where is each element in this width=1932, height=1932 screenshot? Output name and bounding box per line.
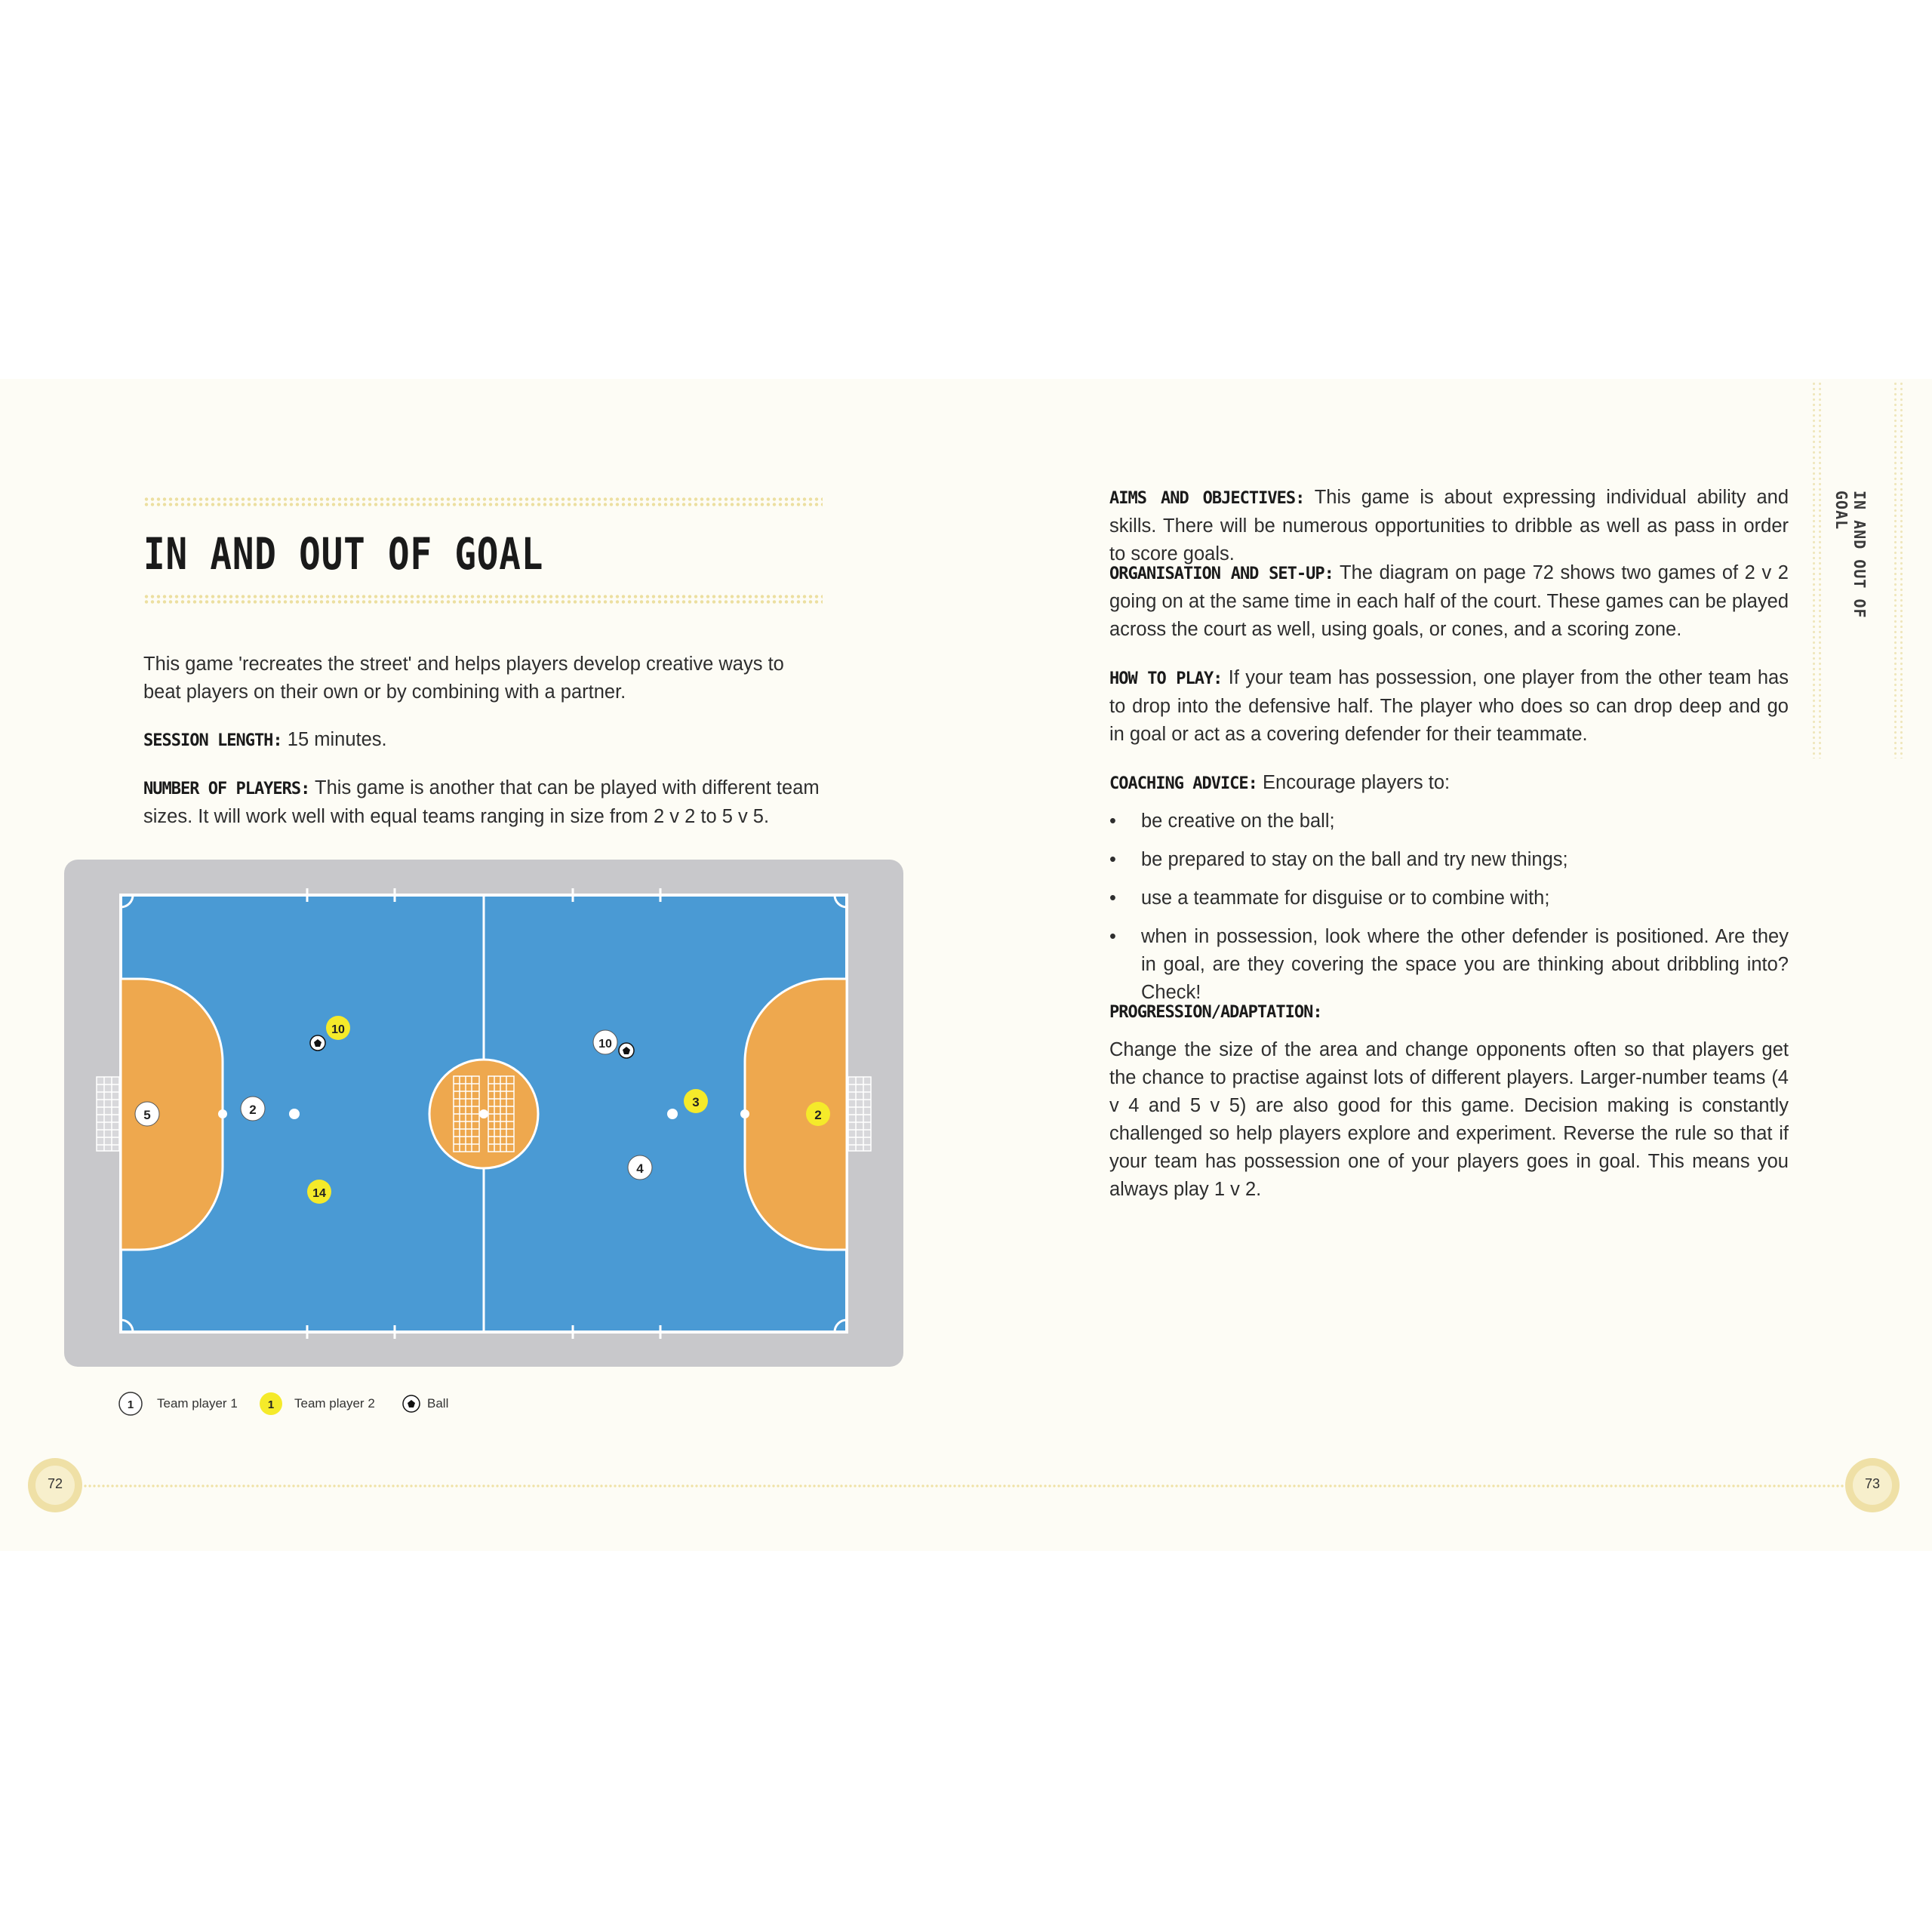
progression-paragraph [1109, 1036, 1789, 1204]
title-dotted-rule-top [143, 497, 823, 507]
running-title: IN AND OUT OF GOAL [1832, 491, 1869, 619]
team1-symbol-icon [118, 1391, 143, 1417]
player-team2-left [326, 1016, 350, 1040]
coaching-text: Encourage players to: [1263, 772, 1451, 793]
player-team1-left [241, 1097, 265, 1121]
page-number: 72 [47, 1476, 63, 1491]
coaching-advice [1109, 769, 1789, 798]
intro-paragraph [143, 651, 826, 706]
legend-team2-label: Team player 2 [294, 1396, 375, 1411]
coaching-label: COACHING ADVICE: [1109, 774, 1257, 793]
penalty-spot-right [740, 1109, 749, 1118]
progression-label: PROGRESSION/ADAPTATION: [1109, 1003, 1322, 1022]
bullet-text: be creative on the ball; [1141, 811, 1335, 832]
bullet-icon: • [1109, 888, 1116, 909]
aims-label: AIMS AND OBJECTIVES: [1109, 489, 1305, 508]
session-length-label: SESSION LENGTH: [143, 731, 282, 750]
bullet-text: when in possession, look where the other defender is positioned. Are they in goal, are they covering the space you are thinking about dribbling into? Check! [1141, 926, 1789, 1003]
bullet-icon: • [1109, 926, 1116, 947]
page-number-badge-right [1844, 1457, 1901, 1514]
aims-text: This game is about expressing individual ability and skills. There will be numerous opportunities to dribble as well as pass in order to score goals. [1109, 487, 1789, 565]
organisation-text: The diagram on page 72 shows two games of 2 v 2 going on at the same time in each half of the court. These games can be played across the court as well, using goals, or cones, and a scoring zone. [1109, 562, 1789, 640]
legend-team1-label: Team player 1 [157, 1396, 238, 1411]
progression-heading [1109, 998, 1789, 1026]
side-dotted-rule [1894, 381, 1897, 758]
how-text: If your team has possession, one player from the other team has to drop into the defensive half. The player who does so can drop deep and go in goal or act as a covering defender for their teammate. [1109, 667, 1789, 745]
title-dotted-rule-bottom [143, 594, 823, 605]
centre-spot [479, 1109, 488, 1118]
bullet-icon: • [1109, 849, 1116, 870]
svg-text:3: 3 [692, 1095, 700, 1109]
svg-text:1: 1 [127, 1398, 134, 1411]
bullet-icon: • [1109, 811, 1116, 832]
ball-icon [310, 1035, 325, 1051]
penalty-area-right [745, 979, 847, 1250]
progression-text: Change the size of the area and change opponents often so that players get the chance to practise against lots of different players. Larger-number teams (4 v 4 and 5 v 5) are also good for this game. Decision making is constantly challenged so help players explore and experiment. Reverse the rule so that if your team has possession one of your players goes in goal. This means you always play 1 v 2. [1109, 1039, 1789, 1200]
svg-text:2: 2 [249, 1103, 257, 1117]
side-dotted-rule [1900, 381, 1903, 758]
how-to-play [1109, 664, 1789, 749]
session-length [143, 726, 826, 755]
bullet-text: be prepared to stay on the ball and try new things; [1141, 849, 1568, 870]
penalty-spot-left [218, 1109, 227, 1118]
ball-icon [619, 1043, 634, 1058]
bullet-text: use a teammate for disguise or to combine with; [1141, 888, 1550, 909]
player-team2-right [684, 1089, 708, 1113]
page-title: IN AND OUT OF GOAL [143, 528, 544, 580]
ball-icon [401, 1394, 421, 1414]
intro-text: This game 'recreates the street' and helps players develop creative ways to beat players on their own or by combining with a partner. [143, 654, 784, 703]
futsal-court-diagram [64, 860, 903, 1367]
side-dotted-rule [1819, 381, 1821, 758]
list-item [1109, 808, 1789, 835]
svg-text:14: 14 [312, 1187, 326, 1200]
svg-text:4: 4 [636, 1161, 644, 1176]
session-length-text: 15 minutes. [287, 729, 387, 750]
player-team2-left [307, 1180, 331, 1204]
goal-left [97, 1077, 119, 1151]
list-item [1109, 923, 1789, 1007]
how-label: HOW TO PLAY: [1109, 669, 1223, 688]
team2-symbol-icon [258, 1391, 284, 1417]
aims-objectives [1109, 484, 1789, 568]
page-number: 73 [1864, 1476, 1881, 1491]
footer-dotted-rule [83, 1484, 1849, 1487]
organisation-setup [1109, 559, 1789, 644]
player-team1-right [593, 1030, 617, 1054]
svg-text:5: 5 [143, 1108, 151, 1122]
svg-text:10: 10 [598, 1038, 612, 1051]
number-of-players-label: NUMBER OF PLAYERS: [143, 780, 310, 798]
svg-text:10: 10 [331, 1023, 345, 1036]
svg-text:1: 1 [267, 1398, 275, 1411]
legend-ball-label: Ball [427, 1396, 449, 1411]
second-penalty-spot-right [667, 1109, 678, 1119]
goal-right [848, 1077, 871, 1151]
svg-text:2: 2 [814, 1108, 822, 1122]
player-team1-goalkeeper-left [135, 1102, 159, 1126]
list-item [1109, 884, 1789, 912]
second-penalty-spot-left [289, 1109, 300, 1119]
organisation-label: ORGANISATION AND SET-UP: [1109, 565, 1334, 583]
player-team1-right [628, 1155, 652, 1180]
page-number-badge-left [26, 1457, 84, 1514]
list-item [1109, 846, 1789, 874]
side-dotted-rule [1813, 381, 1815, 758]
player-team2-goalkeeper-right [806, 1102, 830, 1126]
number-of-players-text: This game is another that can be played with different team sizes. It will work well with equal teams ranging in size from 2 v 2 to 5 v 5. [143, 777, 820, 827]
number-of-players [143, 774, 826, 831]
